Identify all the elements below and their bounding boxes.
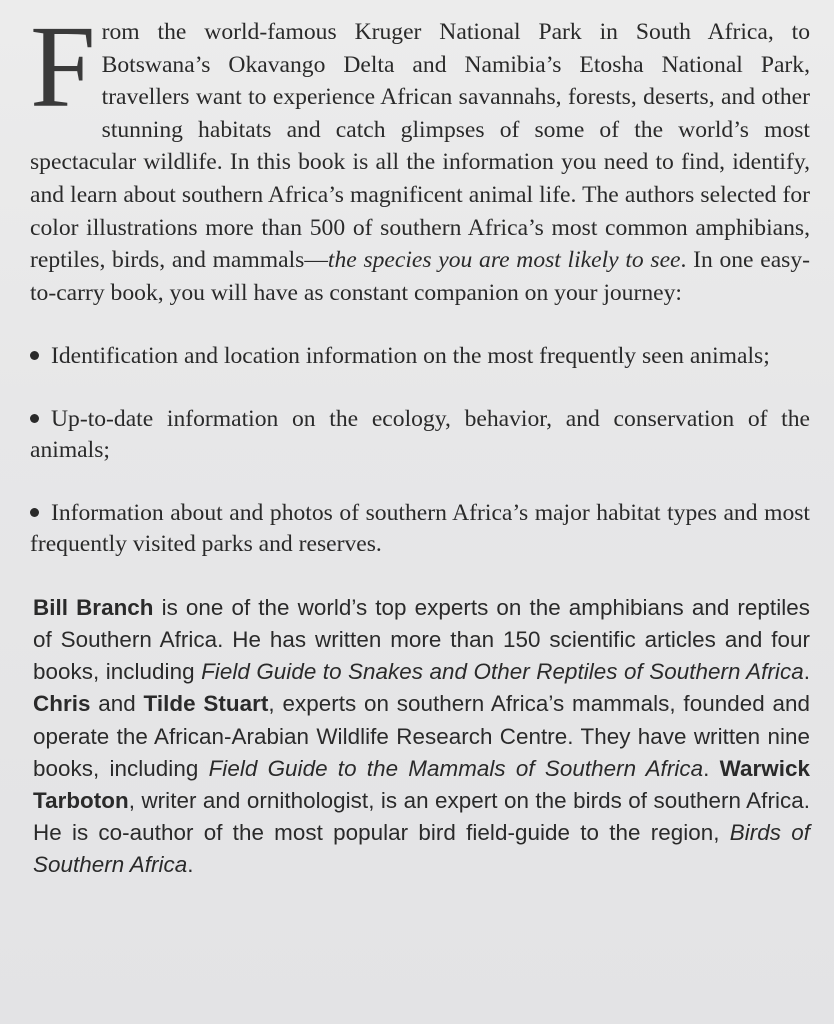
author-name: Bill Branch <box>33 594 154 620</box>
intro-text-end: . In one easy-to-carry book, you will have as constant companion on your journey: <box>30 247 810 306</box>
intro-italic-phrase: the species you are most likely to see <box>327 247 681 274</box>
list-item: Up-to-date information on the ecology, behavior, and conservation of the animals; <box>30 405 810 464</box>
list-item: Information about and photos of southern Africa’s major habitat types and most frequently visited parks and reserves. <box>30 499 810 558</box>
author-name: Tilde Stuart <box>143 691 269 717</box>
list-item: Identification and location information on the most frequently seen animals; <box>30 341 810 373</box>
book-title: Field Guide to Snakes and Other Reptiles of Southern Africa <box>201 659 804 685</box>
bullet-icon <box>30 351 39 360</box>
intro-text: rom the world-famous Kruger National Park in South Africa, to Botswana’s Okavango Delta and Namibia’s Etosha National Park, travellers want to experience African savannahs, forests, deserts, and other stunning habitats and catch glimpses of some of the world’s most spectacular wildlife. In this book is all the information you need to find, identify, and learn about southern Africa’s magnificent animal life. The authors selected for color illustrations more than 500 of southern Africa’s most common amphibians, reptiles, birds, and mammals— <box>30 19 810 274</box>
author-name: Warwick Tarboton <box>33 755 810 814</box>
author-bio-paragraph: Bill Branch is one of the world’s top experts on the amphibians and reptiles of Southern Africa. He has written more than 150 scientific articles and four books, including Field Guide to Snakes and Other Reptiles of Southern Africa. Chris and Tilde Stuart, experts on southern Africa’s mammals, founded and operate the African-Arabian Wildlife Research Centre. They have written nine books, including Field Guide to the Mammals of Southern Africa. Warwick Tarboton, writer and ornithologist, is an expert on the birds of southern Africa. He is co-author of the most popular bird field-guide to the region, Birds of Southern Africa. <box>33 594 810 878</box>
author-name: Chris <box>33 691 91 717</box>
bullet-icon <box>30 508 39 517</box>
feature-list <box>30 341 810 561</box>
intro-paragraph <box>30 1 810 309</box>
drop-cap: F <box>30 1 96 132</box>
book-title: Field Guide to the Mammals of Southern Africa <box>208 755 704 781</box>
book-title: Birds of Southern Africa <box>33 820 810 878</box>
bullet-icon <box>30 414 39 423</box>
